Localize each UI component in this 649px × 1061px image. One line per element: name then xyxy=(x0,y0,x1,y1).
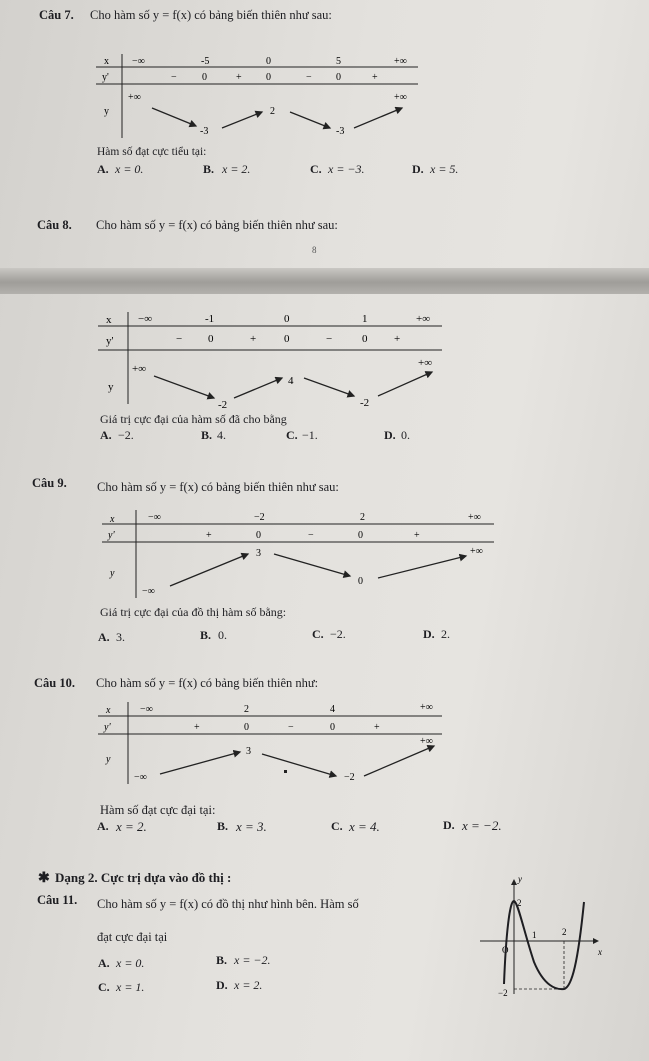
q9-x-label: x xyxy=(110,514,115,525)
q8-x-label: x xyxy=(106,314,112,326)
q9-zero-0: 0 xyxy=(256,530,261,541)
q8-sign-0: − xyxy=(176,333,183,345)
q9-sign-0: + xyxy=(206,530,212,541)
q9-zero-1: 0 xyxy=(358,530,363,541)
q7-zero-2: 0 xyxy=(336,72,341,83)
q10-choice-a[interactable]: x = 2. xyxy=(116,819,147,834)
q10-x-0: −∞ xyxy=(140,704,153,715)
q7-prompt: Hàm số đạt cực tiểu tại: xyxy=(97,146,207,158)
q10-choice-a-letter[interactable]: A. xyxy=(97,819,109,833)
q8-sign-3: + xyxy=(394,333,401,345)
q8-x-2: 0 xyxy=(284,313,290,325)
q10-sign-2: + xyxy=(374,722,380,733)
q9-choice-d-letter[interactable]: D. xyxy=(423,627,435,641)
q11-choice-d[interactable]: x = 2. xyxy=(234,978,263,992)
q8-y-1: -2 xyxy=(218,399,228,411)
q11-x-axis-label: x xyxy=(598,947,602,957)
q8-y-2: 4 xyxy=(288,375,294,387)
q11-choice-a[interactable]: x = 0. xyxy=(116,956,145,970)
q8-choice-d[interactable]: 0. xyxy=(401,428,410,442)
q9-x-1: −2 xyxy=(254,512,265,523)
q8-zero-0: 0 xyxy=(208,333,214,345)
q10-prompt: Hàm số đạt cực đại tại: xyxy=(100,803,216,817)
q10-y-2: −2 xyxy=(344,772,355,783)
q9-x-3: +∞ xyxy=(468,512,481,523)
q10-sign-1: − xyxy=(288,722,294,733)
q7-y-2: 2 xyxy=(270,106,275,117)
q10-label: Câu 10. xyxy=(34,676,75,690)
q8-choice-a[interactable]: −2. xyxy=(118,428,134,442)
q8-yp-label: y' xyxy=(106,335,114,347)
q8-choice-d-letter[interactable]: D. xyxy=(384,428,396,442)
q7-choice-a-letter[interactable]: A. xyxy=(97,162,109,176)
q8-x-0: −∞ xyxy=(138,313,153,325)
q8-sign-2: − xyxy=(326,333,333,345)
q10-sign-0: + xyxy=(194,722,200,733)
q9-yp-label: y' xyxy=(108,530,115,541)
q10-x-label: x xyxy=(106,705,111,716)
q9-y-0: −∞ xyxy=(142,586,155,597)
q7-y-4: +∞ xyxy=(394,92,407,103)
q11-choice-c-letter[interactable]: C. xyxy=(98,980,110,994)
q7-choice-d[interactable]: x = 5. xyxy=(430,162,459,176)
q10-x-3: +∞ xyxy=(420,702,433,713)
q8-choice-a-letter[interactable]: A. xyxy=(100,428,112,442)
q7-sign-2: − xyxy=(306,72,312,83)
q8-choice-b-letter[interactable]: B. xyxy=(201,428,213,442)
q10-choice-d[interactable]: x = −2. xyxy=(462,818,502,833)
q10-choice-c-letter[interactable]: C. xyxy=(331,819,343,833)
q7-x-2: 0 xyxy=(266,56,271,67)
q9-choice-b-letter[interactable]: B. xyxy=(200,628,212,642)
q11-choice-a-letter[interactable]: A. xyxy=(98,956,110,970)
q7-choice-c[interactable]: x = −3. xyxy=(328,162,365,176)
q9-label: Câu 9. xyxy=(32,476,67,490)
q11-stem: Cho hàm số y = f(x) có đồ thị như hình bên. Hàm số xyxy=(97,897,359,911)
q9-y-3: +∞ xyxy=(470,546,483,557)
q8-sign-1: + xyxy=(250,333,257,345)
q7-label: Câu 7. xyxy=(39,8,74,22)
q7-yp-label: y' xyxy=(102,72,109,83)
q7-sign-1: + xyxy=(236,72,242,83)
q8-choice-b[interactable]: 4. xyxy=(217,428,226,442)
section-2-title: Dạng 2. Cực trị dựa vào đồ thị : xyxy=(55,870,232,885)
q9-choice-a-letter[interactable]: A. xyxy=(98,630,110,644)
q8-y-4: +∞ xyxy=(418,357,433,369)
q11-origin-label: O xyxy=(502,945,509,955)
q7-choice-d-letter[interactable]: D. xyxy=(412,162,424,176)
q10-y-label: y xyxy=(106,754,111,765)
q11-choice-c[interactable]: x = 1. xyxy=(116,980,145,994)
q9-choice-c-letter[interactable]: C. xyxy=(312,627,324,641)
q10-choice-b[interactable]: x = 3. xyxy=(236,819,267,834)
q8-y-label: y xyxy=(108,381,114,393)
q8-label: Câu 8. xyxy=(37,218,72,232)
q11-choice-b-letter[interactable]: B. xyxy=(216,953,228,967)
q11-y-axis-label: y xyxy=(518,874,522,884)
q11-tick-x1: 1 xyxy=(532,930,537,940)
q9-y-2: 0 xyxy=(358,576,363,587)
q7-sign-3: + xyxy=(372,72,378,83)
q9-choice-b[interactable]: 0. xyxy=(218,628,227,642)
q9-x-2: 2 xyxy=(360,512,365,523)
q11-curve xyxy=(504,901,584,989)
q8-y-3: -2 xyxy=(360,397,370,409)
q7-y-1: -3 xyxy=(200,126,209,137)
q8-stem: Cho hàm số y = f(x) có bảng biến thiên như sau: xyxy=(96,218,338,232)
q11-choice-b[interactable]: x = −2. xyxy=(234,953,271,967)
q11-tick-y-bottom: −2 xyxy=(498,988,508,998)
q7-y-0: +∞ xyxy=(128,92,141,103)
q10-y-1: 3 xyxy=(246,746,251,757)
section-bullet-icon: ✱ xyxy=(38,871,50,886)
q9-sign-2: + xyxy=(414,530,420,541)
q10-x-2: 4 xyxy=(330,704,335,715)
q11-tick-y-top: 2 xyxy=(517,898,522,908)
q7-x-3: 5 xyxy=(336,56,341,67)
q10-x-1: 2 xyxy=(244,704,249,715)
q9-y-label: y xyxy=(110,568,115,579)
q7-x-label: x xyxy=(104,56,109,67)
q7-x-4: +∞ xyxy=(394,56,407,67)
q10-zero-1: 0 xyxy=(330,722,335,733)
q8-choice-c[interactable]: −1. xyxy=(302,428,318,442)
q9-prompt: Giá trị cực đại của đồ thị hàm số bằng: xyxy=(100,605,287,619)
q7-x-1: -5 xyxy=(201,56,210,67)
q11-tick-x2: 2 xyxy=(562,927,567,937)
q10-choice-d-letter[interactable]: D. xyxy=(443,818,455,832)
q7-choice-c-letter[interactable]: C. xyxy=(310,162,322,176)
q10-choice-b-letter[interactable]: B. xyxy=(217,819,229,833)
q7-choice-a[interactable]: x = 0. xyxy=(115,162,144,176)
q8-zero-2: 0 xyxy=(362,333,368,345)
q8-x-3: 1 xyxy=(362,313,368,325)
q10-stem: Cho hàm số y = f(x) có bảng biến thiên như: xyxy=(96,676,319,690)
q7-y-label: y xyxy=(104,106,109,117)
q7-y-3: -3 xyxy=(336,126,345,137)
q7-stem: Cho hàm số y = f(x) có bảng biến thiên như sau: xyxy=(90,8,332,22)
q8-x-4: +∞ xyxy=(416,313,431,325)
q11-choice-d-letter[interactable]: D. xyxy=(216,978,228,992)
q8-x-1: -1 xyxy=(205,313,215,325)
q7-sign-0: − xyxy=(171,72,177,83)
q8-prompt: Giá trị cực đại của hàm số đã cho bằng xyxy=(100,412,287,426)
q7-choice-b-letter[interactable]: B. xyxy=(203,162,215,176)
q10-y-0: −∞ xyxy=(134,772,147,783)
q7-zero-0: 0 xyxy=(202,72,207,83)
q9-y-1: 3 xyxy=(256,548,261,559)
q8-zero-1: 0 xyxy=(284,333,290,345)
q9-choice-c[interactable]: −2. xyxy=(330,627,346,641)
q11-label: Câu 11. xyxy=(37,893,78,907)
q8-choice-c-letter[interactable]: C. xyxy=(286,428,298,442)
q9-stem: Cho hàm số y = f(x) có bảng biến thiên như sau: xyxy=(97,480,339,494)
q9-choice-a[interactable]: 3. xyxy=(116,630,125,644)
q9-x-0: −∞ xyxy=(148,512,161,523)
q9-choice-d[interactable]: 2. xyxy=(441,627,450,641)
q7-choice-b[interactable]: x = 2. xyxy=(222,162,251,176)
q10-yp-label: y' xyxy=(104,722,111,733)
q9-sign-1: − xyxy=(308,530,314,541)
q8-y-0: +∞ xyxy=(132,363,147,375)
q10-choice-c[interactable]: x = 4. xyxy=(349,819,380,834)
q7-zero-1: 0 xyxy=(266,72,271,83)
q10-zero-0: 0 xyxy=(244,722,249,733)
q7-x-0: −∞ xyxy=(132,56,145,67)
q11-stem-2: đạt cực đại tại xyxy=(97,930,168,944)
q10-y-3: +∞ xyxy=(420,736,433,747)
page-number: 8 xyxy=(312,245,317,255)
